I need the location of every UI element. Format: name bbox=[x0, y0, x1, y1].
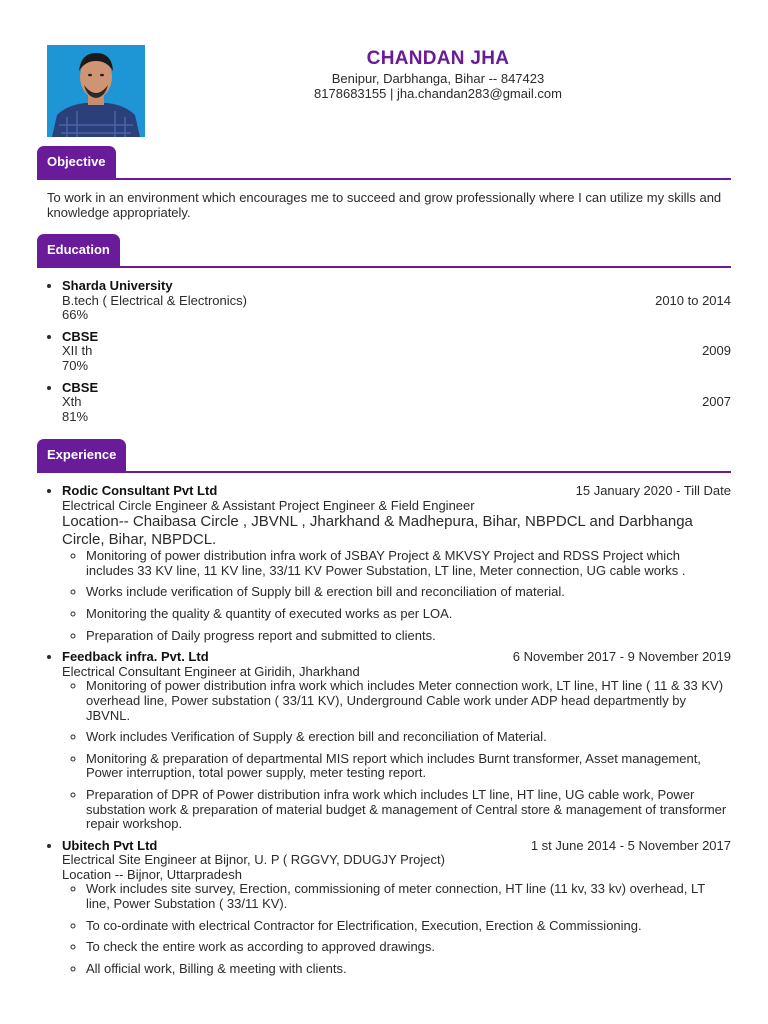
job-point: ◦ Monitoring the quality & quantity of executed works as per LOA. bbox=[86, 607, 731, 622]
job-point: ◦ Monitoring of power distribution infra work which includes Meter connection work, LT line, HT line ( 11 & 33 KV) overhead line, Power substation ( 33/11 KV), Underground Cable work under ADP head departmently by JBVNL. bbox=[86, 679, 731, 723]
years: 2009 bbox=[702, 343, 731, 359]
job-point: ◦ To co-ordinate with electrical Contractor for Electrification, Execution, Erection & Commissioning. bbox=[86, 919, 731, 934]
job-point: ◦ Work includes site survey, Erection, commissioning of meter connection, HT line (11 kv, 33 kv) overhead, LT line, Power Substation ( 33/11 KV). bbox=[86, 882, 731, 911]
job-point: ◦ Preparation of Daily progress report and submitted to clients. bbox=[86, 629, 731, 644]
job-item bbox=[62, 484, 731, 643]
contact-line bbox=[145, 86, 731, 101]
education-title: Education bbox=[37, 234, 120, 268]
job-dates: 15 January 2020 - Till Date bbox=[575, 483, 731, 498]
company-name: • Ubitech Pvt Ltd bbox=[62, 837, 158, 853]
job-item bbox=[62, 839, 731, 977]
education-list-wrap bbox=[37, 279, 731, 424]
experience-title: Experience bbox=[37, 439, 126, 473]
candidate-name: CHANDAN JHA bbox=[366, 48, 510, 69]
years: 2010 to 2014 bbox=[655, 292, 731, 308]
job-dates: 6 November 2017 - 9 November 2019 bbox=[512, 649, 731, 665]
education-section-header bbox=[37, 234, 731, 268]
job-points bbox=[62, 549, 731, 643]
phone-number: 8178683155 | bbox=[314, 86, 394, 101]
education-list bbox=[37, 279, 731, 424]
experience-list-wrap bbox=[37, 484, 731, 983]
school-name: • CBSE bbox=[62, 379, 99, 395]
profile-photo bbox=[47, 45, 145, 137]
job-point: ◦ Preparation of DPR of Power distribution infra work which includes LT line, HT line, UG cable work, Power substation work & preparation of material budget & management of Central store & management of transformer repair workshop. bbox=[86, 788, 731, 832]
degree: XII th bbox=[62, 343, 93, 359]
person-portrait-icon bbox=[47, 45, 145, 137]
experience-section-header bbox=[37, 439, 731, 473]
degree: B.tech ( Electrical & Electronics) bbox=[62, 292, 247, 308]
school-name: • Sharda University bbox=[62, 278, 173, 293]
job-point: ◦ Monitoring of power distribution infra work of JSBAY Project & MKVSY Project and RDSS Project which includes 33 KV line, 11 KV line, 33/11 KV Power Substation, LT line, Meter connection, UG cable works . bbox=[86, 549, 731, 578]
job-point: ◦ Monitoring & preparation of departmental MIS report which includes Burnt transformer, Asset management, Power interruption, total power supply, meter testing report. bbox=[86, 752, 731, 781]
objective-section-header bbox=[37, 146, 731, 180]
job-role: Electrical Circle Engineer & Assistant Project Engineer & Field Engineer bbox=[62, 497, 475, 513]
job-item bbox=[62, 650, 731, 832]
email-address[interactable]: jha.chandan283@gmail.com bbox=[396, 86, 562, 101]
objective-text: To work in an environment which encourages me to succeed and grow professionally where I can utilize my skills and knowledge appropriately. bbox=[47, 190, 722, 220]
job-role: Electrical Consultant Engineer at Giridih, Jharkhand bbox=[62, 663, 360, 679]
section-divider bbox=[37, 471, 731, 473]
education-item bbox=[62, 381, 731, 425]
degree: Xth bbox=[62, 394, 82, 410]
company-name: • Feedback infra. Pvt. Ltd bbox=[62, 649, 209, 665]
experience-list bbox=[37, 484, 731, 976]
job-points bbox=[62, 679, 731, 831]
job-location: Location-- Chaibasa Circle , JBVNL , Jharkhand & Madhepura, Bihar, NBPDCL and Darbhanga Circle, Bihar, NBPDCL. bbox=[62, 513, 693, 549]
score: 70% bbox=[62, 357, 89, 373]
company-name: • Rodic Consultant Pvt Ltd bbox=[62, 483, 218, 498]
resume-header bbox=[145, 48, 731, 101]
section-divider bbox=[37, 266, 731, 268]
education-item bbox=[62, 330, 731, 374]
job-point: ◦ Works include verification of Supply bill & erection bill and reconciliation of material. bbox=[86, 585, 731, 600]
job-point: ◦ All official work, Billing & meeting with clients. bbox=[86, 962, 731, 977]
section-divider bbox=[37, 178, 731, 180]
years: 2007 bbox=[702, 394, 731, 410]
score: 66% bbox=[62, 307, 89, 323]
objective-title: Objective bbox=[37, 146, 116, 180]
education-item bbox=[62, 279, 731, 323]
job-point: ◦ To check the entire work as according to approved drawings. bbox=[86, 940, 731, 955]
address: Benipur, Darbhanga, Bihar -- 847423 bbox=[331, 71, 545, 86]
job-dates: 1 st June 2014 - 5 November 2017 bbox=[530, 837, 731, 853]
school-name: • CBSE bbox=[62, 328, 99, 344]
job-location: Location -- Bijnor, Uttarpradesh bbox=[62, 866, 242, 882]
job-point: ◦ Work includes Verification of Supply & erection bill and reconciliation of Material. bbox=[86, 730, 731, 745]
job-points bbox=[62, 882, 731, 976]
job-role: Electrical Site Engineer at Bijnor, U. P ( RGGVY, DDUGJY Project) bbox=[62, 852, 445, 868]
score: 81% bbox=[62, 408, 89, 424]
